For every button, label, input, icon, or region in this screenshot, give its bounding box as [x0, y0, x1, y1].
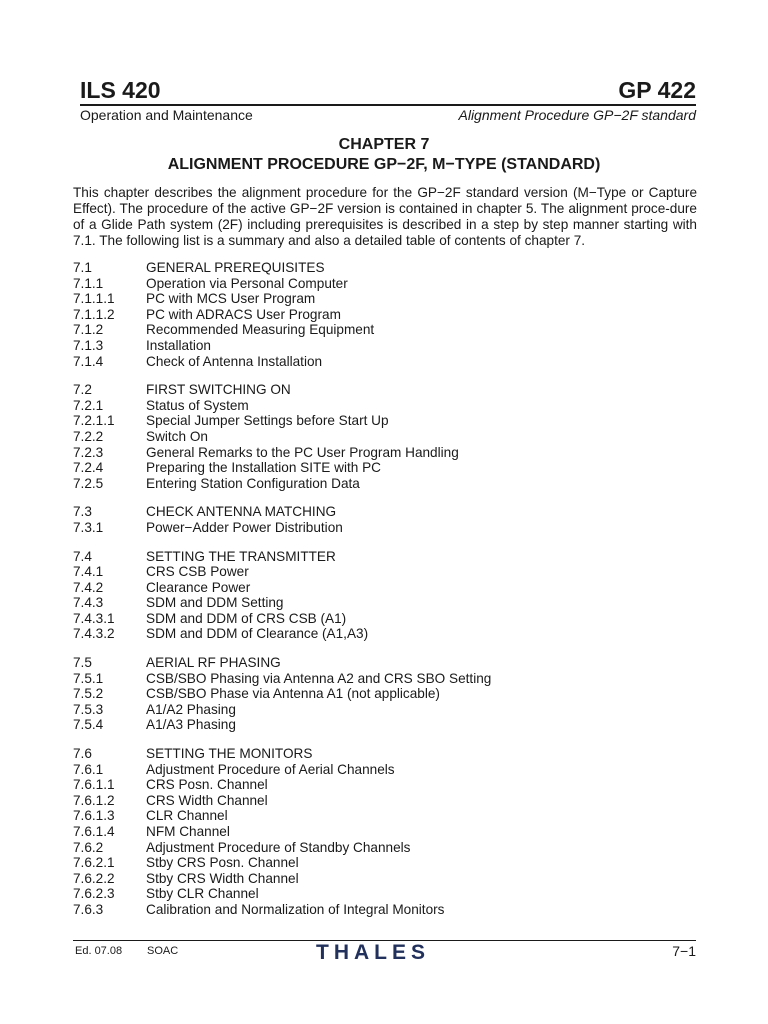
header-section-title: Alignment Procedure GP−2F standard — [458, 107, 696, 123]
toc-entry-number: 7.5.4 — [73, 717, 104, 733]
toc-entry-number: 7.6.1.4 — [73, 824, 115, 839]
toc-entry-title: Stby CRS Width Channel — [146, 870, 299, 886]
toc-entry-number: 7.2.3 — [73, 444, 104, 460]
toc-entry-title: Stby CLR Channel — [146, 886, 259, 902]
toc-entry-title: General Remarks to the PC User Program Handling — [146, 444, 459, 460]
toc-entry-number: 7.4.2 — [73, 579, 104, 595]
toc-entry-number: 7.2.5 — [73, 475, 104, 491]
toc-entry-title: PC with MCS User Program — [146, 291, 316, 307]
thales-logo: THALES — [316, 941, 430, 964]
toc-entry-title: Operation via Personal Computer — [146, 275, 348, 291]
toc-entry — [73, 382, 697, 398]
toc-entry — [73, 504, 697, 520]
toc-entry — [73, 445, 697, 461]
chapter-heading — [70, 135, 698, 175]
toc-entry-title: PC with ADRACS User Program — [146, 306, 341, 322]
toc-entry-number: 7.1.2 — [73, 322, 104, 338]
toc-entry-title: SDM and DDM of Clearance (A1,A3) — [146, 626, 369, 642]
toc-entry-number: 7.1.1 — [73, 275, 104, 291]
toc-entry-number: 7.1.1.1 — [73, 291, 115, 307]
toc-entry-title: Power−Adder Power Distribution — [146, 519, 343, 535]
toc-entry-title: NFM Channel — [146, 824, 230, 839]
header-model-title: GP 422 — [618, 77, 696, 103]
toc-entry-number: 7.1 — [73, 260, 92, 275]
toc-entry — [73, 655, 697, 671]
toc-entry-title: SDM and DDM of CRS CSB (A1) — [146, 610, 347, 626]
toc-entry-number: 7.5.3 — [73, 701, 104, 717]
toc-entry — [73, 686, 697, 702]
toc-entry — [73, 338, 697, 354]
toc-entry-title: SETTING THE TRANSMITTER — [146, 548, 336, 564]
toc-entry — [73, 717, 697, 733]
toc-entry-number: 7.6.1.3 — [73, 808, 115, 824]
toc-entry-number: 7.6.1.1 — [73, 777, 115, 793]
toc-group — [73, 549, 697, 643]
toc-entry-number: 7.2.2 — [73, 428, 104, 444]
toc-entry — [73, 793, 697, 809]
toc-entry-number: 7.6.3 — [73, 901, 104, 917]
toc-entry-title: CHECK ANTENNA MATCHING — [146, 504, 337, 520]
toc-entry-number: 7.1.1.2 — [73, 306, 115, 322]
toc-entry-number: 7.1.3 — [73, 337, 104, 353]
header-product-title: ILS 420 — [80, 77, 161, 103]
toc-entry — [73, 520, 697, 536]
toc-entry-title: Entering Station Configuration Data — [146, 475, 360, 491]
toc-entry-title: SDM and DDM Setting — [146, 595, 284, 611]
toc-group — [73, 260, 697, 369]
chapter-title: ALIGNMENT PROCEDURE GP−2F, M−TYPE (STANDARD) — [167, 156, 601, 173]
toc-entry-number: 7.6.2.1 — [73, 855, 115, 871]
page-number: 7−1 — [672, 943, 696, 959]
toc-entry-number: 7.6.1 — [73, 761, 104, 777]
toc-entry-title: Preparing the Installation SITE with PC — [146, 460, 381, 476]
toc-entry — [73, 808, 697, 824]
toc-entry — [73, 824, 697, 840]
toc-entry-title: CLR Channel — [146, 808, 228, 824]
toc-entry — [73, 276, 697, 292]
toc-entry — [73, 595, 697, 611]
footer-edition: Ed. 07.08 — [75, 945, 123, 957]
toc-entry-number: 7.4 — [73, 548, 92, 564]
toc-entry — [73, 746, 697, 762]
toc-entry — [73, 322, 697, 338]
toc-entry-number: 7.6.2 — [73, 839, 104, 855]
toc-entry — [73, 626, 697, 642]
toc-entry-title: Check of Antenna Installation — [146, 353, 323, 369]
toc-entry-number: 7.6.2.3 — [73, 886, 115, 902]
toc-entry-number: 7.2.4 — [73, 460, 104, 476]
toc-entry — [73, 260, 697, 276]
toc-entry-title: A1/A2 Phasing — [146, 701, 236, 717]
toc-entry-number: 7.4.3 — [73, 595, 104, 611]
toc-entry-title: Special Jumper Settings before Start Up — [146, 413, 389, 429]
toc-entry — [73, 702, 697, 718]
toc-entry-number: 7.6 — [73, 746, 92, 762]
toc-entry — [73, 611, 697, 627]
toc-entry — [73, 671, 697, 687]
footer-code: SOAC — [147, 945, 179, 957]
toc-entry-title: Stby CRS Posn. Channel — [146, 855, 299, 871]
toc-group — [73, 382, 697, 491]
toc-entry-title: Adjustment Procedure of Aerial Channels — [146, 761, 395, 777]
header-manual-type: Operation and Maintenance — [80, 107, 253, 123]
toc-entry-number: 7.4.3.1 — [73, 610, 115, 626]
toc-entry — [73, 564, 697, 580]
toc-entry — [73, 886, 697, 902]
toc-entry — [73, 840, 697, 856]
toc-entry-number: 7.3.1 — [73, 519, 104, 535]
toc-entry — [73, 777, 697, 793]
toc-entry-number: 7.5.2 — [73, 686, 104, 702]
toc-entry-number: 7.6.1.2 — [73, 792, 115, 808]
toc-entry-title: Switch On — [146, 428, 208, 444]
toc-entry-title: AERIAL RF PHASING — [146, 655, 281, 671]
toc-entry-title: CRS Width Channel — [146, 792, 268, 808]
toc-entry-number: 7.2.1 — [73, 397, 104, 413]
toc-entry-number: 7.5 — [73, 655, 92, 671]
toc-entry — [73, 855, 697, 871]
toc-entry-title: FIRST SWITCHING ON — [146, 382, 291, 398]
toc-entry — [73, 476, 697, 492]
toc-entry-title: Clearance Power — [146, 579, 251, 595]
toc-entry — [73, 291, 697, 307]
toc-group — [73, 746, 697, 918]
intro-paragraph: This chapter describes the alignment procedure for the GP−2F standard version (M−Type or Capture Effect). The procedure of the active GP−2F version is contained in chapter 5. The alignment proce-dure of a Glide Path system (2F) including prerequisites is described in a step by step manner starting with 7.1. The following list is a summary and also a detailed table of contents of chapter 7. — [73, 185, 697, 248]
toc-entry-title: GENERAL PREREQUISITES — [146, 260, 325, 275]
toc-group — [73, 655, 697, 733]
toc-entry-title: Calibration and Normalization of Integral Monitors — [146, 901, 445, 917]
toc-entry-title: CRS Posn. Channel — [146, 777, 268, 793]
toc-entry-title: CRS CSB Power — [146, 564, 249, 580]
toc-group — [73, 504, 697, 535]
toc-entry — [73, 307, 697, 323]
toc-entry-number: 7.4.1 — [73, 564, 104, 580]
toc-entry-title: CSB/SBO Phasing via Antenna A2 and CRS SBO Setting — [146, 670, 492, 686]
toc-entry-title: Adjustment Procedure of Standby Channels — [146, 839, 411, 855]
table-of-contents — [73, 260, 697, 931]
toc-entry-number: 7.1.4 — [73, 353, 104, 369]
toc-entry — [73, 580, 697, 596]
toc-entry-title: SETTING THE MONITORS — [146, 746, 313, 762]
toc-entry — [73, 762, 697, 778]
toc-entry-title: Status of System — [146, 397, 249, 413]
toc-entry — [73, 413, 697, 429]
toc-entry — [73, 902, 697, 918]
toc-entry-number: 7.5.1 — [73, 670, 104, 686]
toc-entry-title: Installation — [146, 337, 211, 353]
toc-entry-number: 7.4.3.2 — [73, 626, 115, 642]
chapter-number: CHAPTER 7 — [338, 136, 430, 153]
toc-entry-number: 7.2.1.1 — [73, 413, 115, 429]
toc-entry-number: 7.3 — [73, 504, 92, 520]
toc-entry — [73, 460, 697, 476]
toc-entry — [73, 871, 697, 887]
toc-entry — [73, 429, 697, 445]
toc-entry-title: CSB/SBO Phase via Antenna A1 (not applicable) — [146, 686, 440, 702]
toc-entry-number: 7.2 — [73, 382, 92, 398]
toc-entry-title: A1/A3 Phasing — [146, 717, 236, 733]
header-rule — [80, 104, 696, 106]
toc-entry-number: 7.6.2.2 — [73, 870, 115, 886]
toc-entry — [73, 354, 697, 370]
toc-entry-title: Recommended Measuring Equipment — [146, 322, 375, 338]
toc-entry — [73, 398, 697, 414]
toc-entry — [73, 549, 697, 565]
